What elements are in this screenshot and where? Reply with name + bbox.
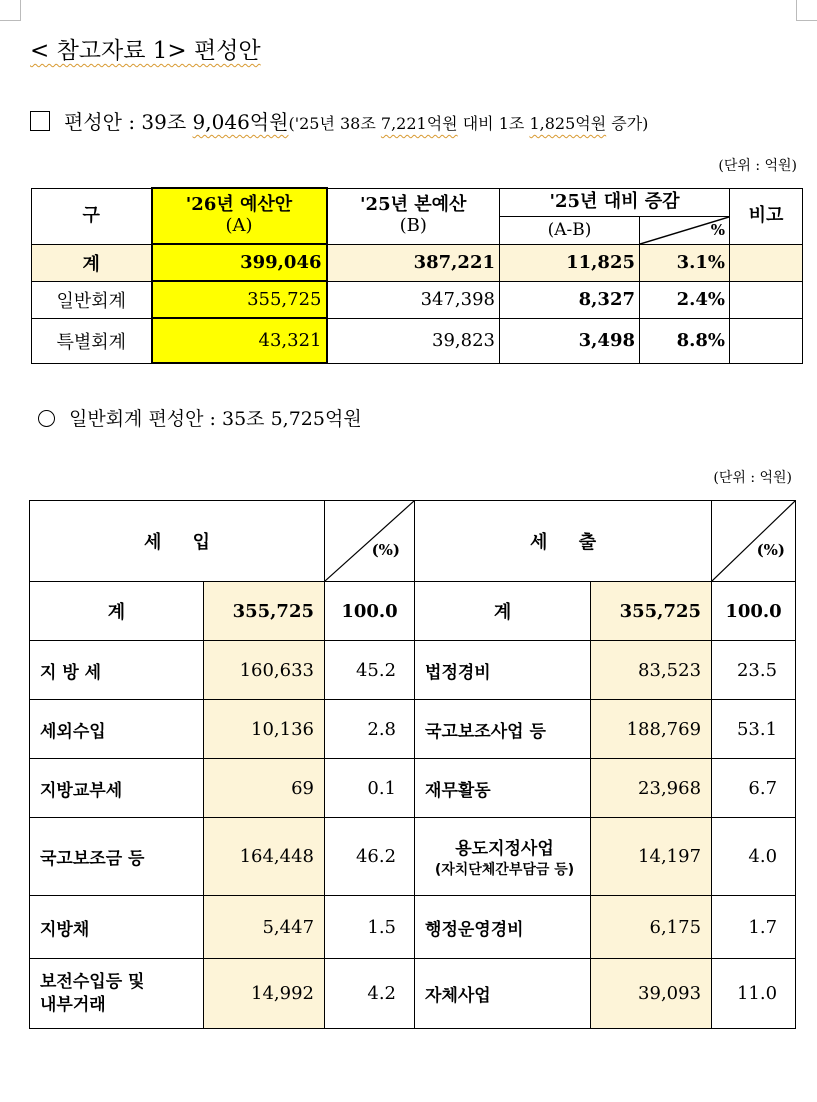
section-heading: 일반회계 편성안 : 35조 5,725억원 xyxy=(38,404,362,431)
table-row-total: 계 399,046 387,221 11,825 3.1% xyxy=(32,244,803,281)
table-row-total: 계 355,725 100.0 계 355,725 100.0 xyxy=(30,582,796,641)
general-account-table xyxy=(29,500,796,1029)
header-revenue-pct: (%) xyxy=(325,501,415,582)
page-title: < 참고자료 1> 편성안 xyxy=(30,38,261,64)
header-pct: % xyxy=(640,216,730,244)
table-row: 지 방 세 160,633 45.2 법정경비 83,523 23.5 xyxy=(30,641,796,700)
table-row: 보전수입등 및 내부거래 14,992 4.2 자체사업 39,093 11.0 xyxy=(30,959,796,1029)
header-2026-budget: '26년 예산안 (A) xyxy=(152,188,327,244)
table-row: 지방채 5,447 1.5 행정운영경비 6,175 1.7 xyxy=(30,896,796,959)
unit-label: (단위 : 억원) xyxy=(713,470,792,486)
table-row: 지방교부세 69 0.1 재무활동 23,968 6.7 xyxy=(30,759,796,818)
header-note: 비고 xyxy=(730,188,803,244)
budget-summary xyxy=(30,106,648,135)
page-corner-mark xyxy=(0,0,21,21)
summary-label: 편성안 : 39조 xyxy=(64,110,193,134)
checkbox-square-icon xyxy=(30,111,50,131)
page-corner-mark xyxy=(796,0,817,21)
unit-label: (단위 : 억원) xyxy=(718,158,797,174)
header-expense-pct: (%) xyxy=(712,501,796,582)
table-row: 세외수입 10,136 2.8 국고보조사업 등 188,769 53.1 xyxy=(30,700,796,759)
header-diff: '25년 대비 증감 xyxy=(500,188,730,216)
table-row-special: 특별회계 43,321 39,823 3,498 8.8% xyxy=(32,318,803,363)
summary-note: ('25년 38조 7,221억원 대비 1조 1,825억원 증가) xyxy=(288,114,649,133)
circle-bullet-icon xyxy=(38,410,55,427)
table-row-general: 일반회계 355,725 347,398 8,327 2.4% xyxy=(32,281,803,318)
header-expense: 세 출 xyxy=(415,501,712,582)
budget-comparison-table xyxy=(31,187,803,364)
header-gu: 구 xyxy=(32,188,152,244)
header-diff-sub: (A-B) xyxy=(500,216,640,244)
header-revenue: 세 입 xyxy=(30,501,325,582)
table-row: 국고보조금 등 164,448 46.2 용도지정사업 (자치단체간부담금 등) 14,197 4.0 xyxy=(30,818,796,896)
summary-amount: 9,046억원 xyxy=(192,110,289,134)
header-2025-budget: '25년 본예산 (B) xyxy=(327,188,500,244)
